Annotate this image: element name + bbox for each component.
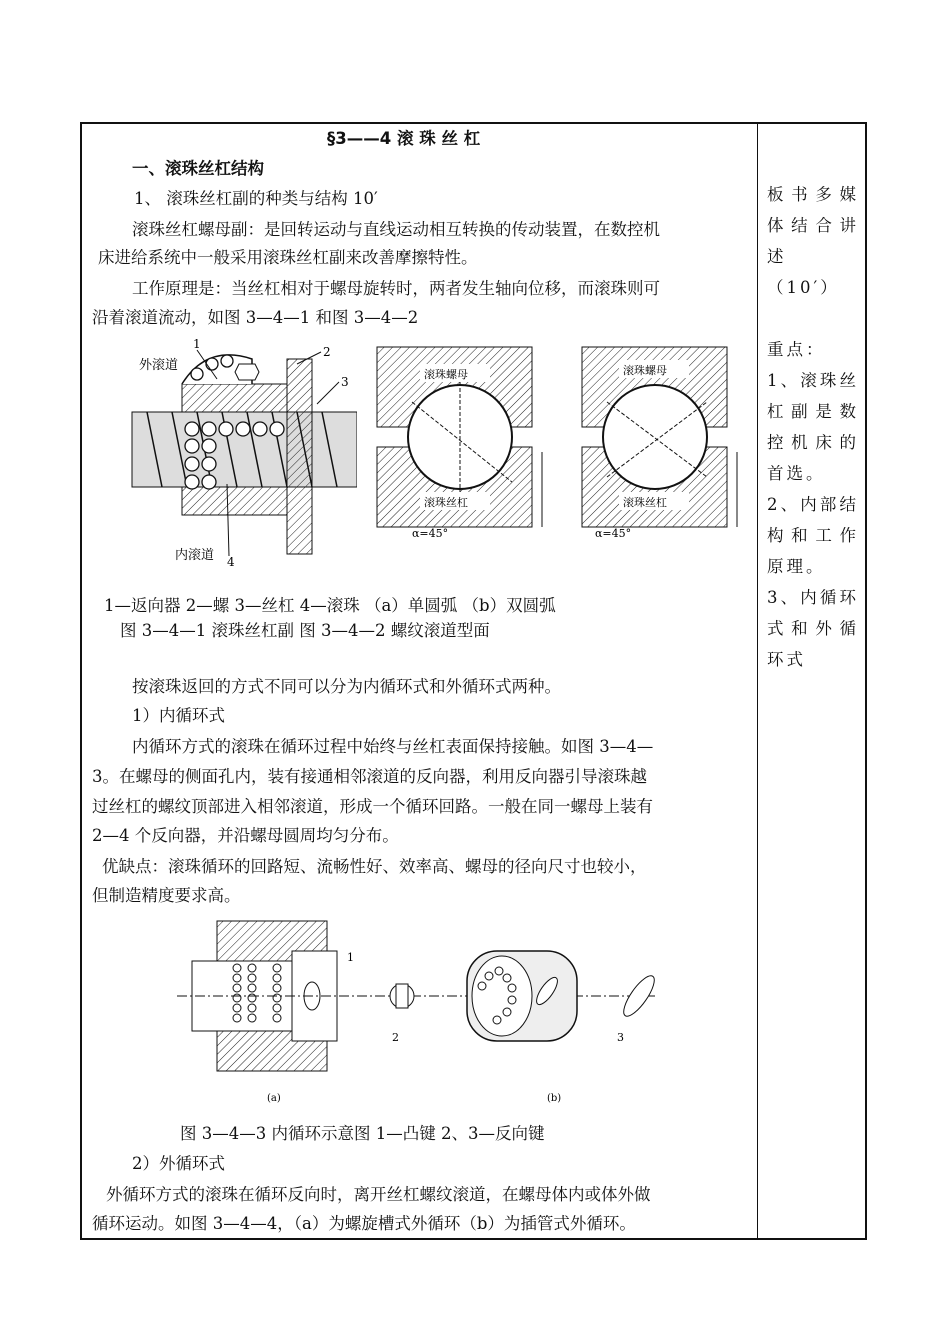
fig3-label-2: 2 bbox=[392, 1031, 399, 1044]
key-point-2: 2、内部结构和工作原理。 bbox=[767, 495, 859, 576]
column-divider bbox=[757, 124, 758, 1238]
internal-circulation-figure bbox=[177, 916, 677, 1106]
fig2b-alpha: α=45° bbox=[595, 527, 632, 540]
section-title: §3——4 滚 珠 丝 杠 bbox=[327, 129, 481, 148]
fig2a-screw-label: 滚珠丝杠 bbox=[424, 496, 468, 509]
para-internal-4: 2—4 个反向器，并沿螺母圆周均匀分布。 bbox=[92, 826, 399, 845]
fig3-label-a: (a) bbox=[267, 1093, 281, 1104]
para-internal-1: 内循环方式的滚珠在循环过程中始终与丝杠表面保持接触。如图 3—4— bbox=[132, 737, 654, 756]
para-internal-2: 3。在螺母的侧面孔内，装有接通相邻滚道的反向器，利用反向器引导滚珠越 bbox=[92, 767, 647, 786]
para-principle-1: 工作原理是：当丝杠相对于螺母旋转时，两者发生轴向位移，而滚珠则可 bbox=[132, 279, 660, 298]
teaching-method: 板书多媒体结合讲述 （10′） bbox=[767, 185, 859, 297]
single-arc-figure bbox=[372, 342, 572, 542]
caption-fig1-line1: 1—返向器 2—螺 3—丝杠 4—滚珠 （a）单圆弧 （b）双圆弧 bbox=[104, 596, 556, 615]
fig1-label-3: 3 bbox=[341, 375, 349, 389]
fig1-outer-raceway: 外滚道 bbox=[139, 358, 179, 373]
key-point-3: 3、内循环式和外循环式 bbox=[767, 588, 859, 669]
heading-structure: 一、滚珠丝杠结构 bbox=[132, 159, 264, 178]
subheading-internal: 1）内循环式 bbox=[132, 706, 225, 725]
caption-fig1-line2: 图 3—4—1 滚珠丝杠副 图 3—4—2 螺纹滚道型面 bbox=[120, 621, 490, 640]
fig2a-nut-label: 滚珠螺母 bbox=[424, 368, 468, 381]
para-definition-1: 滚珠丝杠螺母副：是回转运动与直线运动相互转换的传动装置，在数控机 bbox=[132, 220, 660, 239]
ball-screw-figure bbox=[127, 334, 357, 569]
lesson-table bbox=[80, 122, 867, 1240]
fig2b-screw-label: 滚珠丝杠 bbox=[623, 496, 667, 509]
fig3-label-1: 1 bbox=[347, 951, 354, 964]
fig1-label-4: 4 bbox=[227, 555, 235, 569]
para-internal-3: 过丝杠的螺纹顶部进入相邻滚道，形成一个循环回路。一般在同一螺母上装有 bbox=[92, 797, 653, 816]
fig3-label-3: 3 bbox=[617, 1031, 624, 1044]
para-pros-cons-1: 优缺点：滚珠循环的回路短、流畅性好、效率高、螺母的径向尺寸也较小， bbox=[102, 857, 647, 876]
fig2b-nut-label: 滚珠螺母 bbox=[623, 364, 667, 377]
para-principle-2: 沿着滚道流动，如图 3—4—1 和图 3—4—2 bbox=[92, 308, 419, 327]
caption-fig3: 图 3—4—3 内循环示意图 1—凸键 2、3—反向键 bbox=[180, 1124, 545, 1143]
fig3-label-b: (b) bbox=[547, 1093, 562, 1104]
para-external-2: 循环运动。如图 3—4—4，（a）为螺旋槽式外循环（b）为插管式外循环。 bbox=[92, 1214, 636, 1233]
fig1-inner-raceway: 内滚道 bbox=[175, 548, 215, 563]
fig1-label-2: 2 bbox=[323, 345, 331, 359]
para-external-1: 外循环方式的滚珠在循环反向时，离开丝杠螺纹滚道，在螺母体内或体外做 bbox=[106, 1185, 651, 1204]
fig2a-alpha: α=45° bbox=[412, 527, 449, 540]
para-return-types: 按滚珠返回的方式不同可以分为内循环式和外循环式两种。 bbox=[132, 677, 561, 696]
fig1-label-1: 1 bbox=[193, 337, 201, 351]
side-notes bbox=[767, 179, 859, 675]
para-definition-2: 床进给系统中一般采用滚珠丝杠副来改善摩擦特性。 bbox=[98, 248, 478, 267]
key-points-title: 重点： bbox=[767, 340, 826, 359]
subheading-types: 1、 滚珠丝杠副的种类与结构 10′ bbox=[134, 189, 378, 208]
key-point-1: 1、滚珠丝杠副是数控机床的首选。 bbox=[767, 371, 859, 483]
subheading-external: 2）外循环式 bbox=[132, 1154, 225, 1173]
double-arc-figure bbox=[577, 342, 752, 542]
para-pros-cons-2: 但制造精度要求高。 bbox=[92, 886, 241, 905]
